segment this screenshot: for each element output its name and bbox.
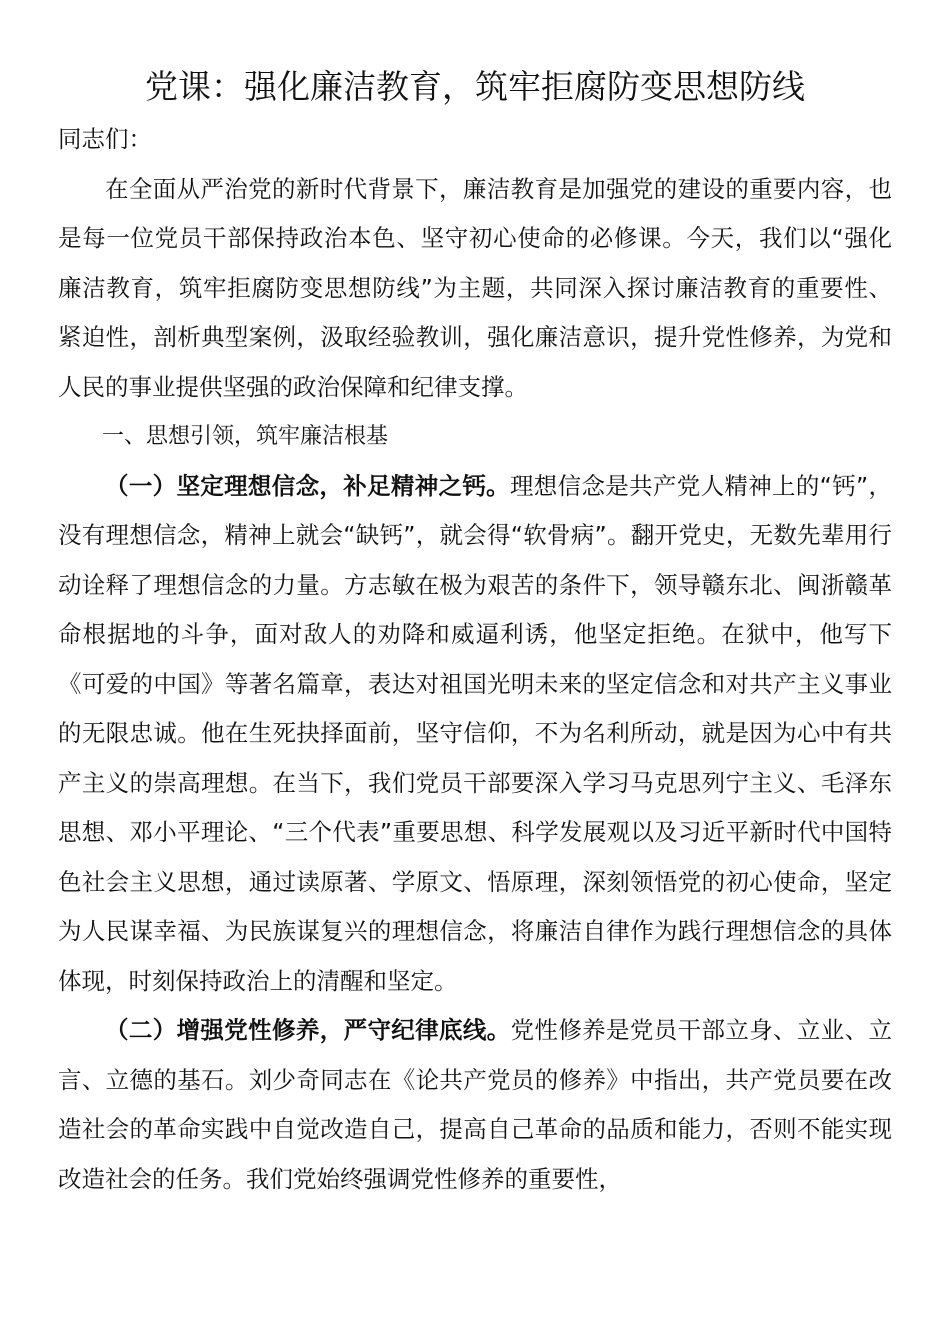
section-heading-1: 一、思想引领，筑牢廉洁根基 xyxy=(102,424,389,449)
document-title: 党课：强化廉洁教育，筑牢拒腐防变思想防线 xyxy=(145,67,805,106)
salutation: 同志们： xyxy=(58,125,152,153)
intro-paragraph: 在全面从严治党的新时代背景下，廉洁教育是加强党的建设的重要内容，也是每一位党员干部保持政治本色、坚守初心使命的必修课。今天，我们以“强化廉洁教育，筑牢拒腐防变思想防线”为主题，共同深入探讨廉洁教育的重要性、紧迫性，剖析典型案例，汲取经验教训，强化廉洁意识，提升党性修养，为党和人民的事业提供坚强的政治保障和纪律支撑。 xyxy=(58,174,892,401)
document-body xyxy=(58,115,892,1204)
paragraph-2-body: 党性修养是党员干部立身、立业、立言、立德的基石。刘少奇同志在《论共产党员的修养》中指出，共产党员要在改造社会的革命实践中自觉改造自己，提高自己革命的品质和能力，否则不能实现改造社会的任务。我们党始终强调党性修养的重要性， xyxy=(58,1016,892,1193)
paragraph-1-body: 理想信念是共产党人精神上的“钙”，没有理想信念，精神上就会“缺钙”，就会得“软骨病”。翻开党史，无数先辈用行动诠释了理想信念的力量。方志敏在极为艰苦的条件下，领导赣东北、闽浙赣革命根据地的斗争，面对敌人的劝降和威逼利诱，他坚定拒绝。在狱中，他写下《可爱的中国》等著名篇章，表达对祖国光明未来的坚定信念和对共产主义事业的无限忠诚。他在生死抉择面前，坚守信仰，不为名利所动，就是因为心中有共产主义的崇高理想。在当下，我们党员干部要深入学习马克思列宁主义、毛泽东思想、邓小平理论、“三个代表”重要思想、科学发展观以及习近平新时代中国特色社会主义思想，通过读原著、学原文、悟原理，深刻领悟党的初心使命，坚定为人民谋幸福、为民族谋复兴的理想信念，将廉洁自律作为践行理想信念的具体体现，时刻保持政治上的清醒和坚定。 xyxy=(58,471,892,995)
paragraph-1 xyxy=(58,462,892,1007)
paragraph-2-heading: （二）增强党性修养，严守纪律底线。 xyxy=(105,1016,511,1044)
paragraph-2 xyxy=(58,1006,892,1204)
paragraph-1-heading: （一）坚定理想信念，补足精神之钙。 xyxy=(105,471,510,500)
